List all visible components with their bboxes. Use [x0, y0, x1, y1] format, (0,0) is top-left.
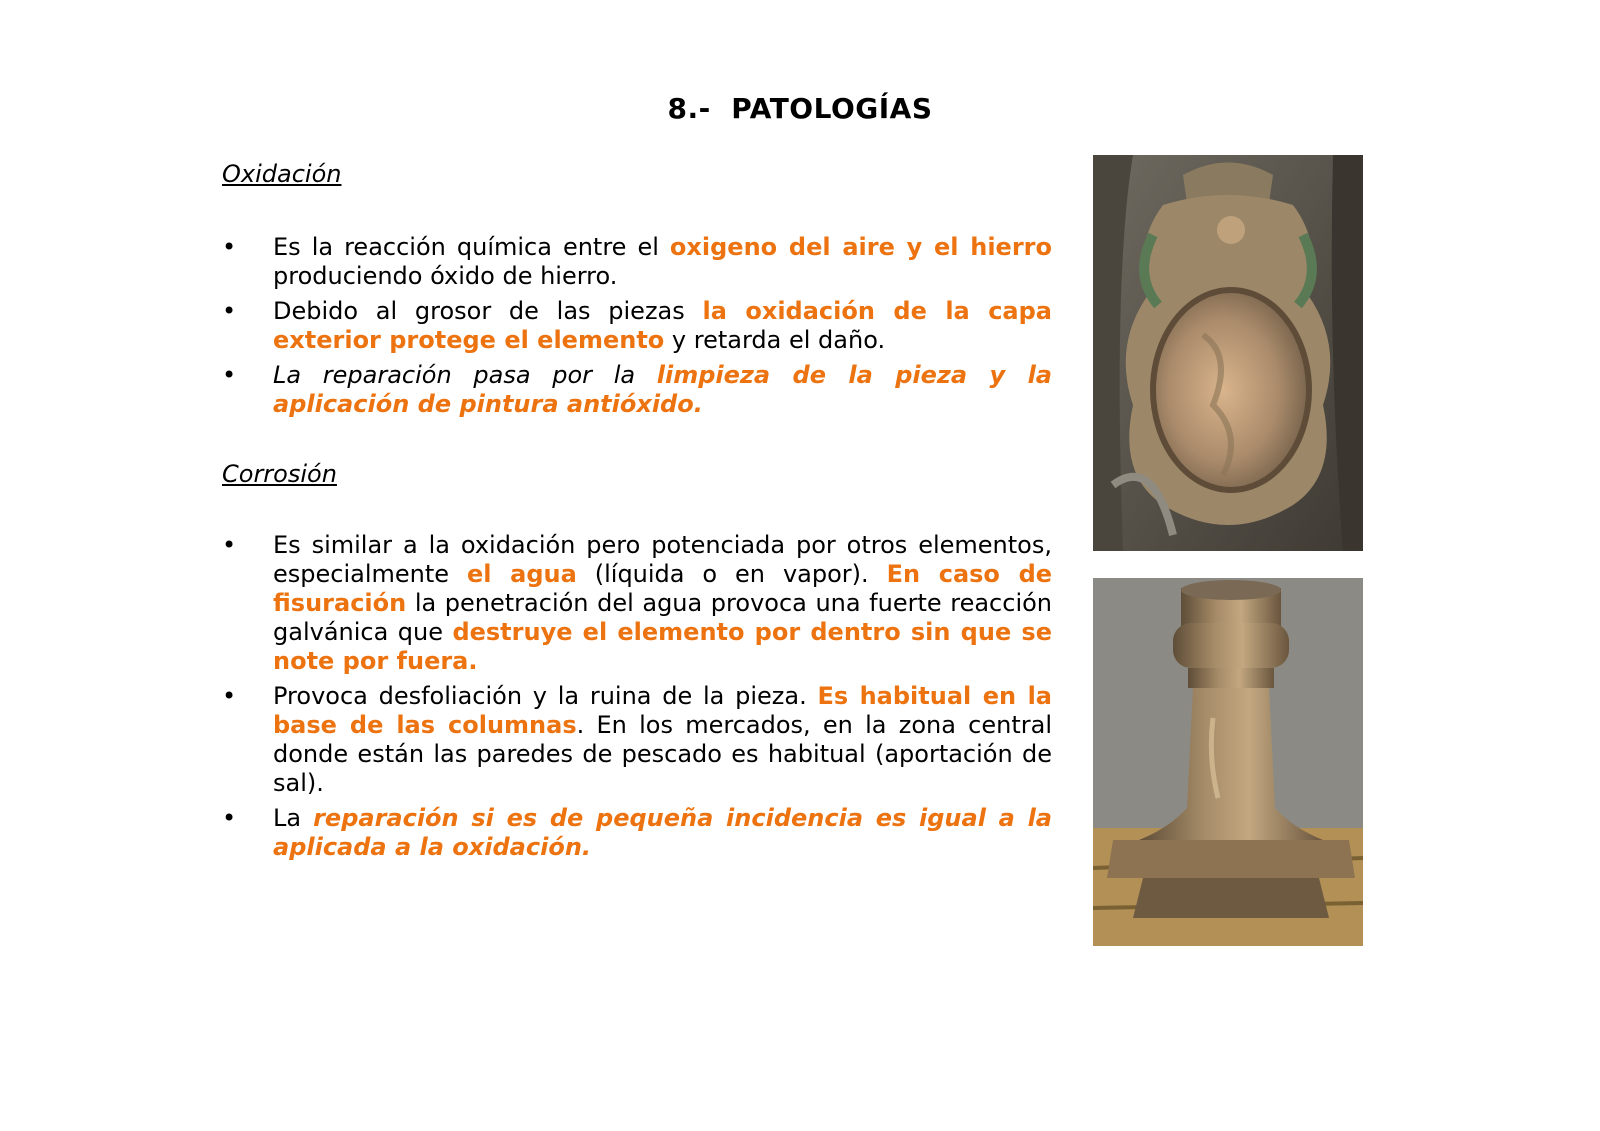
highlighted-text: oxigeno del aire y el hierro — [669, 233, 1052, 261]
body-text: y retarda el daño. — [664, 326, 886, 354]
highlighted-text: el agua — [466, 560, 577, 588]
bullet-point: • — [222, 233, 237, 261]
list-item — [222, 531, 1052, 676]
list-item — [222, 682, 1052, 798]
oxidation-list — [222, 233, 1052, 425]
body-text: Debido al grosor de las piezas — [273, 297, 703, 325]
bullet-point: • — [222, 297, 237, 325]
list-item — [222, 233, 1052, 291]
body-text: La — [273, 804, 314, 832]
highlighted-text: la oxidación de la capa exterior protege el elemento — [273, 297, 1052, 354]
bullet-point: • — [222, 361, 237, 389]
body-text: Provoca desfoliación y la ruina de la pieza. — [273, 682, 818, 710]
body-text: Es la reacción química entre el — [273, 233, 670, 261]
highlighted-text: limpieza de la pieza y la aplicación de pintura antióxido. — [273, 361, 1052, 418]
section-heading-oxidacion: Oxidación — [222, 160, 342, 188]
page-title: 8.- PATOLOGÍAS — [667, 92, 933, 125]
highlighted-text: Es habitual en la base de las columnas — [273, 682, 1052, 739]
list-item — [222, 361, 1052, 419]
section-heading-corrosion: Corrosión — [222, 460, 337, 488]
column-base-photo — [1093, 578, 1363, 946]
highlighted-text: En caso de fisuración — [273, 560, 1053, 617]
bullet-point: • — [222, 804, 237, 832]
body-text: La reparación pasa por la — [273, 361, 657, 389]
corrosion-list — [222, 531, 1052, 868]
highlighted-text: reparación si es de pequeña incidencia es igual a la aplicada a la oxidación. — [273, 804, 1052, 861]
body-text: la penetración del agua provoca una fuerte reacción galvánica que — [273, 589, 1052, 646]
ornament-cartouche-photo — [1093, 155, 1363, 551]
bullet-point: • — [222, 531, 237, 559]
body-text: Es similar a la oxidación pero potenciada por otros elementos, especialmente — [273, 531, 1052, 588]
bullet-point: • — [222, 682, 237, 710]
body-text: . En los mercados, en la zona central donde están las paredes de pescado es habitual (aportación de sal). — [273, 711, 1052, 797]
list-item — [222, 297, 1052, 355]
list-item — [222, 804, 1052, 862]
body-text: (líquida o en vapor). — [576, 560, 887, 588]
highlighted-text: destruye el elemento por dentro sin que se note por fuera. — [273, 618, 1052, 675]
body-text: produciendo óxido de hierro. — [273, 262, 618, 290]
